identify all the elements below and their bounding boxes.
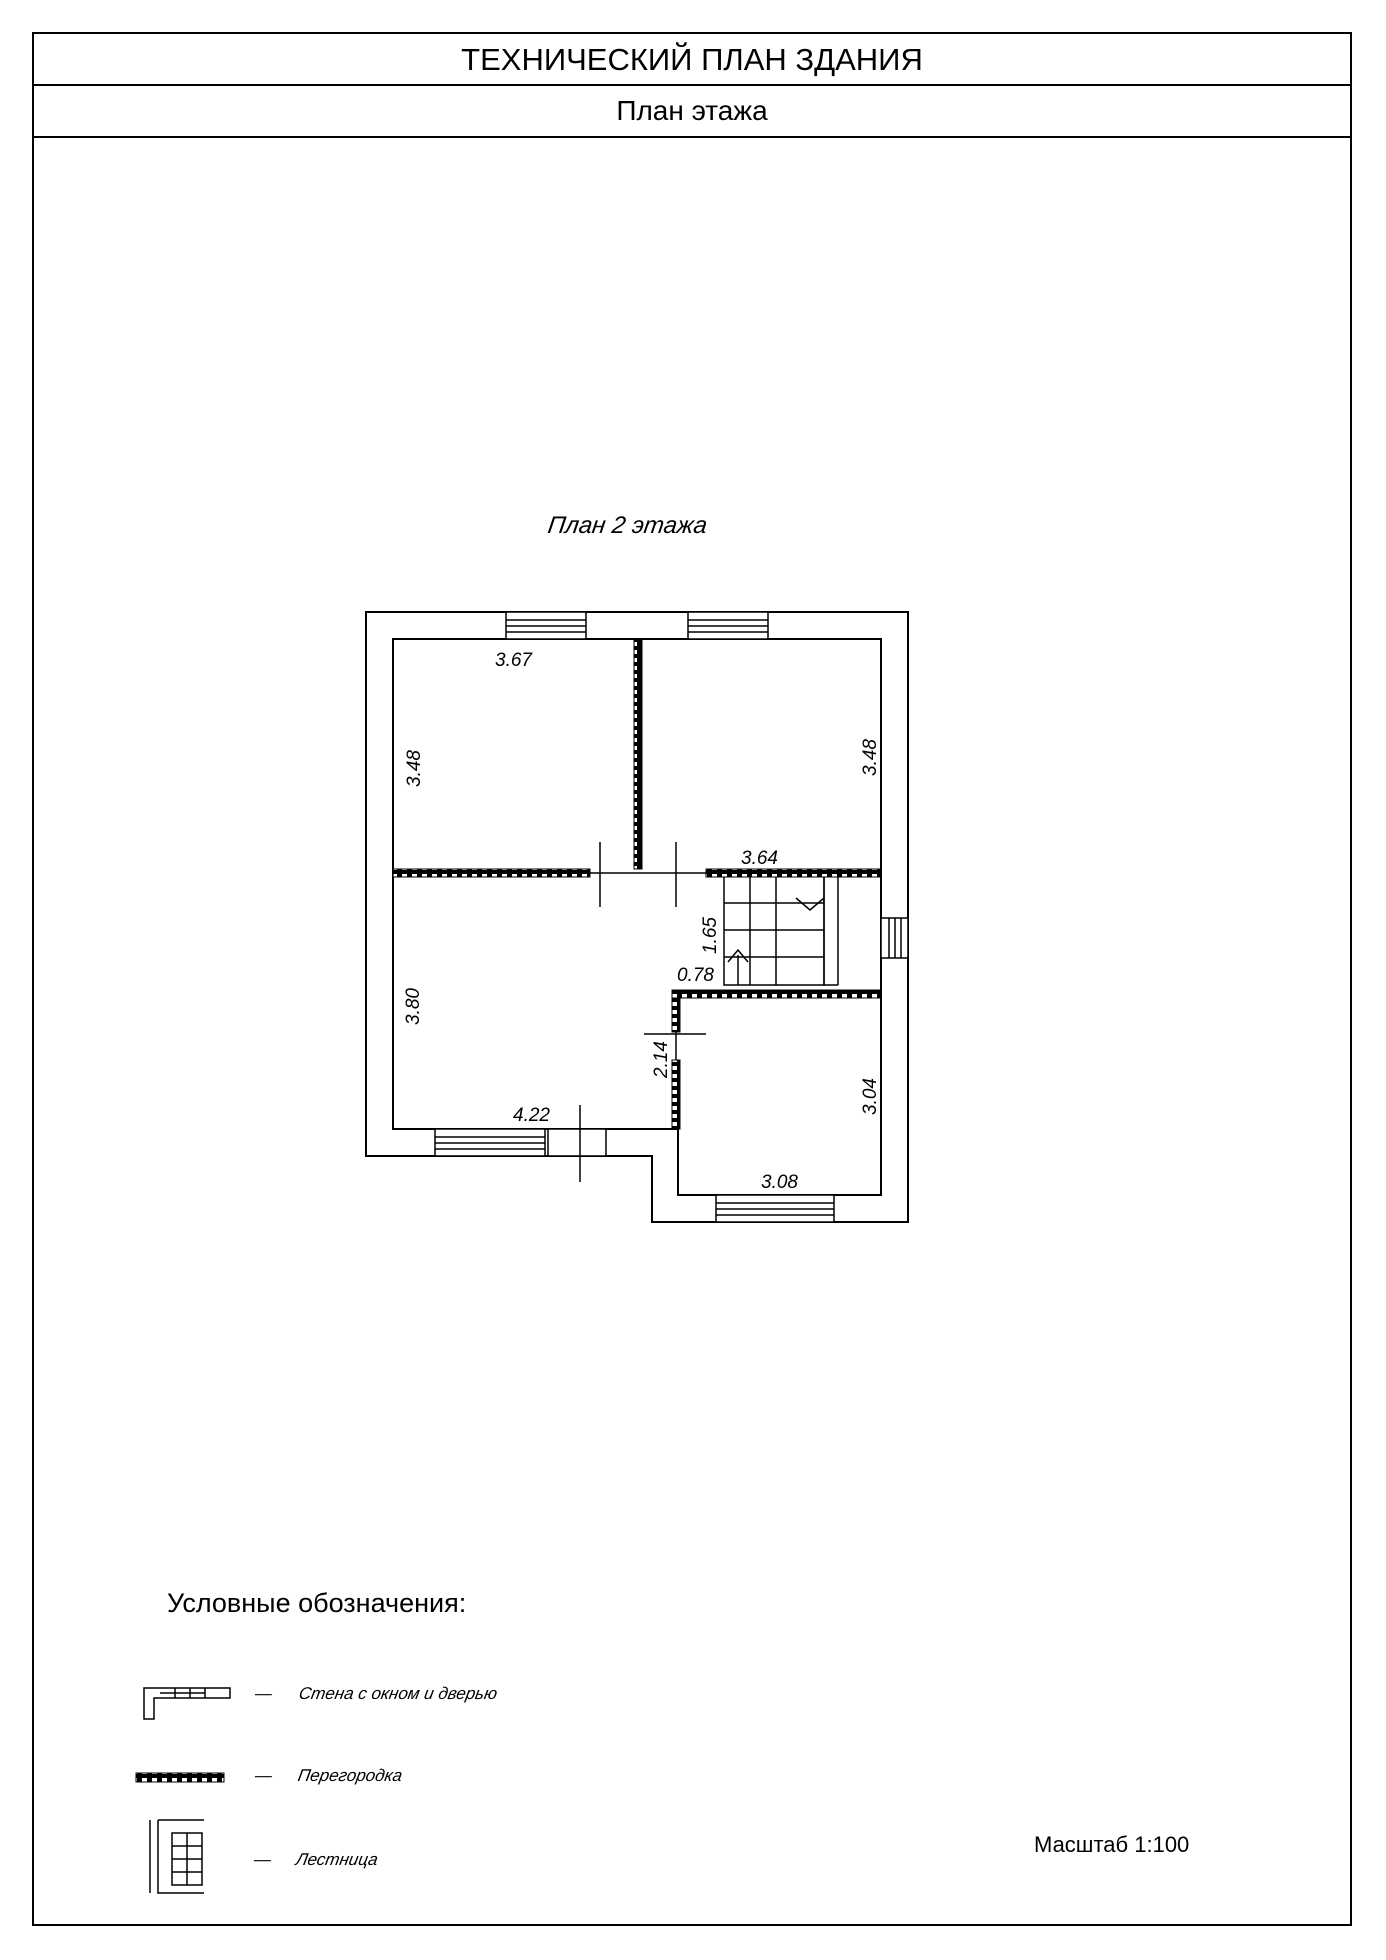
- legend-dash-partition: —: [253, 1766, 274, 1785]
- window-top-right: [688, 612, 768, 639]
- dim-bottom-left-height: 3.80: [403, 988, 424, 1025]
- dim-corridor-width: 3.64: [741, 848, 778, 869]
- dim-stair-offset: 0.78: [677, 965, 714, 986]
- legend-dash-wall: —: [253, 1684, 274, 1703]
- legend-label-wall: Стена с окном и дверью: [297, 1684, 499, 1703]
- legend-partition-symbol: [136, 1773, 224, 1782]
- dim-top-left-width: 3.67: [495, 650, 532, 671]
- staircase: [724, 877, 838, 985]
- plan-caption: План 2 этажа: [546, 512, 709, 539]
- legend-stair-symbol: [150, 1820, 204, 1893]
- window-top-left: [506, 612, 586, 639]
- door-marks: [590, 842, 706, 1060]
- window-bottom-right: [716, 1195, 834, 1222]
- dim-top-right-height: 3.48: [860, 739, 881, 776]
- dim-stair-height: 1.65: [700, 917, 721, 954]
- dim-bottom-left-width: 4.22: [513, 1105, 550, 1126]
- dim-top-left-height: 3.48: [404, 750, 425, 787]
- document-title: ТЕХНИЧЕСКИЙ ПЛАН ЗДАНИЯ: [34, 34, 1350, 86]
- legend-title: Условные обозначения:: [167, 1588, 467, 1618]
- legend-dash-stair: —: [252, 1850, 273, 1869]
- dim-partition-height: 2.14: [651, 1041, 672, 1078]
- dim-bottom-right-width: 3.08: [761, 1172, 798, 1193]
- legend-label-partition: Перегородка: [296, 1766, 404, 1785]
- entrance-door: [548, 1105, 606, 1182]
- window-bottom-left: [435, 1129, 545, 1156]
- window-right: [881, 918, 908, 958]
- partition-walls: [393, 639, 881, 1129]
- dim-bottom-right-height: 3.04: [860, 1078, 881, 1115]
- legend-label-stair: Лестница: [294, 1850, 380, 1869]
- scale-label: Масштаб 1:100: [1034, 1832, 1190, 1857]
- document-subtitle: План этажа: [34, 86, 1350, 138]
- legend-wall-symbol: [144, 1688, 230, 1719]
